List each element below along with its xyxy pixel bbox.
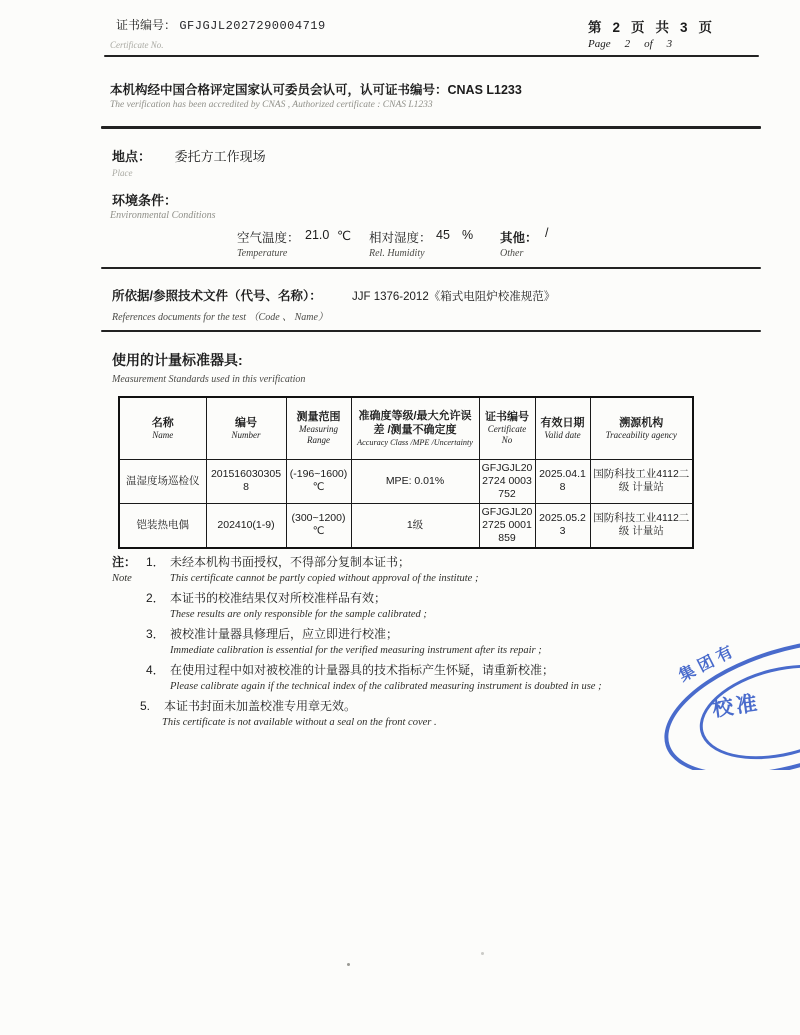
cell-name: 温湿度场巡检仪 [119, 459, 206, 503]
environment-label-en: Environmental Conditions [110, 210, 216, 221]
certificate-number-label-en: Certificate No. [110, 40, 164, 50]
col-accuracy: 准确度等级/最大允许误差 /测量不确定度 Accuracy Class /MPE /Uncertainty [351, 397, 479, 459]
section-divider-2 [101, 267, 761, 269]
note-item-4: 4． 在使用过程中如对被校准的计量器具的技术指标产生怀疑，请重新校准； Please calibrate again if the technical index of the calibrated measuring instrument is doubted in use ; [146, 663, 602, 692]
cell-accuracy: MPE: 0.01% [351, 459, 479, 503]
certificate-number-value: GFJGJL2027290004719 [179, 19, 326, 33]
cell-certificate: GFJGJL202724 0003752 [479, 459, 535, 503]
col-traceability: 溯源机构 Traceability agency [590, 397, 693, 459]
note-item-1: 注： 1． 未经本机构书面授权，不得部分复制本证书； Note This certificate cannot be partly copied without approval of the institute ; [112, 554, 678, 587]
humidity-value: 45 [436, 228, 450, 242]
notes-section [112, 554, 678, 734]
humidity-label-en: Rel. Humidity [369, 248, 425, 259]
humidity-label: 相对湿度： [369, 231, 432, 245]
col-number: 编号 Number [206, 397, 286, 459]
other-label-en: Other [500, 248, 524, 259]
note-item-3: 3． 被校准计量器具修理后，应立即进行校准； Immediate calibration is essential for the verified measuring instrument after its repair ; [146, 627, 542, 656]
temperature-value: 21.0 [305, 228, 330, 242]
table-header-row [119, 397, 693, 459]
col-name: 名称 Name [119, 397, 206, 459]
reference-value: JJF 1376-2012《箱式电阻炉校准规范》 [352, 291, 556, 303]
standards-label-en: Measurement Standards used in this verification [112, 374, 306, 385]
header-divider [104, 55, 759, 57]
location-label: 地点： [112, 149, 152, 164]
location-label-en: Place [112, 168, 133, 178]
temperature-label-en: Temperature [237, 248, 288, 259]
note-item-2: 2． 本证书的校准结果仅对所校准样品有效； These results are only responsible for the sample calibrated ; [146, 591, 427, 620]
standards-table [118, 396, 694, 549]
calibration-seal [646, 634, 800, 770]
note-item-5: 5. 本证书封面未加盖校准专用章无效。 This certificate is not available without a seal on the front cover . [140, 699, 437, 728]
cell-name: 铠装热电偶 [119, 503, 206, 548]
scan-speck [347, 963, 350, 966]
other-value: / [545, 226, 549, 240]
temperature-unit: ℃ [337, 229, 352, 243]
cell-number: 2015160303058 [206, 459, 286, 503]
accreditation-cn: 本机构经中国合格评定国家认可委员会认可，认可证书编号：CNAS L1233 [110, 83, 522, 97]
section-divider-3 [101, 330, 761, 332]
cell-traceability: 国防科技工业4112二级 计量站 [590, 503, 693, 548]
certificate-number-line [116, 16, 326, 33]
cell-certificate: GFJGJL202725 0001859 [479, 503, 535, 548]
cell-valid-date: 2025.04.18 [535, 459, 590, 503]
page-indicator-en: Page 2 of 3 [588, 38, 673, 50]
standards-label: 使用的计量标准器具: [112, 352, 243, 368]
cell-range: (300~1200) ℃ [286, 503, 351, 548]
col-valid-date: 有效日期 Valid date [535, 397, 590, 459]
certificate-number-label: 证书编号： [116, 18, 177, 32]
temperature-label: 空气温度： [237, 231, 300, 245]
location-value: 委托方工作现场 [174, 149, 266, 164]
note-label: 注： [112, 555, 137, 569]
cell-number: 202410(1-9) [206, 503, 286, 548]
cell-range: (-196~1600) ℃ [286, 459, 351, 503]
page-indicator-cn: 第 2 页 共 3 页 [588, 20, 714, 35]
note-label-en: Note [112, 573, 132, 584]
location-line [112, 146, 266, 165]
reference-label: 所依据/参照技术文件（代号、名称）： [112, 289, 322, 303]
seal-arc-text: 集团有 [676, 641, 741, 686]
reference-label-en: References documents for the test （Code 、 Name） [112, 312, 328, 323]
cell-valid-date: 2025.05.23 [535, 503, 590, 548]
seal-center-text: 校准 [710, 691, 762, 722]
environment-label: 环境条件： [112, 193, 178, 208]
cell-traceability: 国防科技工业4112二级 计量站 [590, 459, 693, 503]
table-row [119, 503, 693, 548]
accreditation-en: The verification has been accredited by CNAS , Authorized certificate : CNAS L1233 [110, 100, 433, 110]
section-divider-1 [101, 126, 761, 129]
col-certificate: 证书编号 Certificate No [479, 397, 535, 459]
col-range: 测量范围 Measuring Range [286, 397, 351, 459]
scan-speck [481, 952, 484, 955]
other-label: 其他： [500, 231, 538, 245]
cell-accuracy: 1级 [351, 503, 479, 548]
table-row [119, 459, 693, 503]
humidity-unit: % [462, 228, 474, 242]
